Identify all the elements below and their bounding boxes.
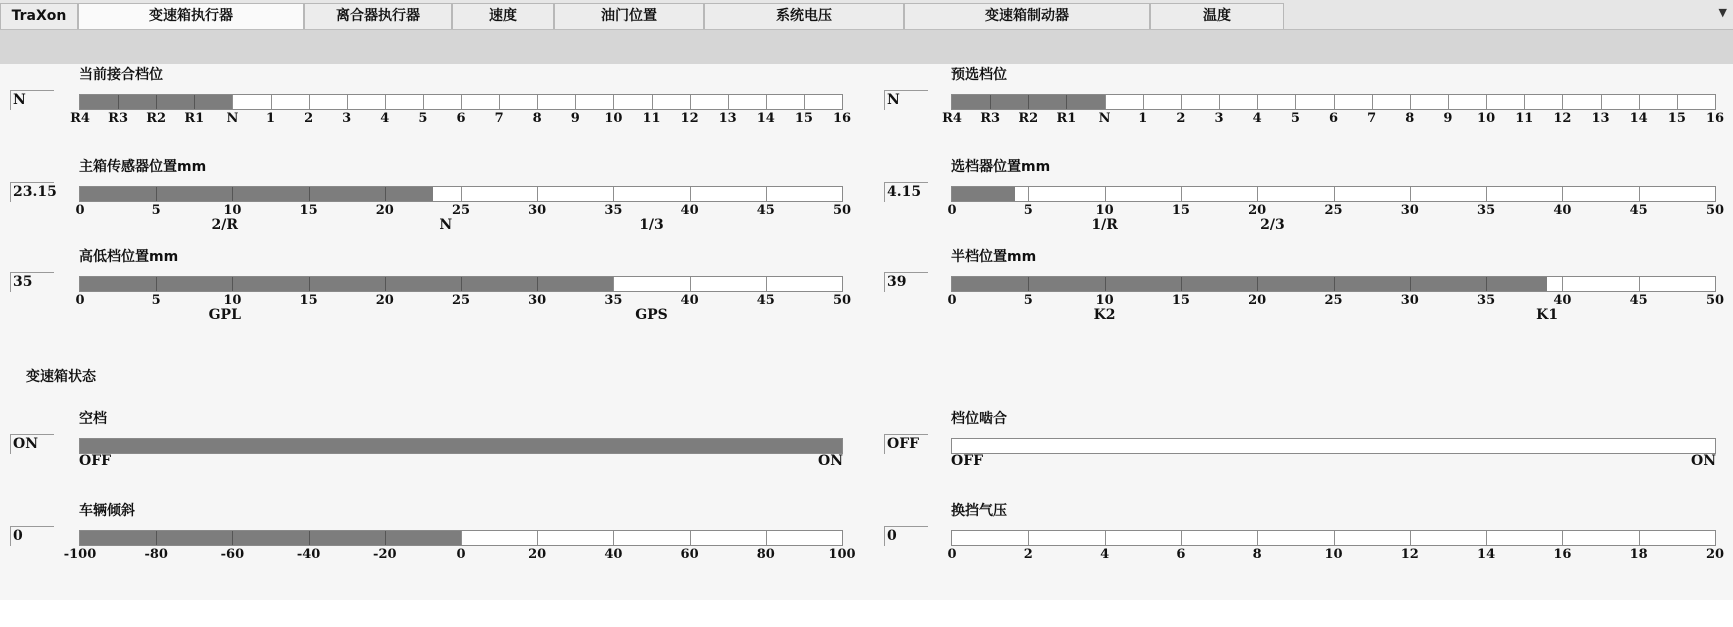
gauge-tick-label: 11: [1515, 111, 1534, 126]
gauge-tick-label: N: [226, 111, 239, 126]
gauge-position-marker: 2/R: [211, 217, 239, 233]
gauge-position-marker: K1: [1536, 307, 1559, 323]
gauge-divider: [766, 277, 767, 291]
gauge-value: 35: [10, 272, 54, 292]
gauge-tick-label: 25: [1324, 203, 1343, 218]
gauge-title: 预选档位: [951, 67, 1007, 83]
gauge-divider: [1257, 187, 1258, 201]
gauge-tick-label: 50: [1705, 203, 1725, 218]
gauge-divider: [537, 187, 538, 201]
gauge-title: 当前接合档位: [79, 67, 163, 83]
gauge-divider: [1257, 531, 1258, 545]
gauge-tick-label: 5: [151, 203, 161, 218]
gauge-value: 4.15: [884, 182, 928, 202]
gauge-fill: [80, 439, 842, 453]
gauge-divider: [690, 95, 691, 109]
gauge-tick-label: 35: [604, 293, 623, 308]
gauge-tick-label: 9: [570, 111, 580, 126]
gauge-tick-label: 8: [532, 111, 542, 126]
gauge-value: N: [10, 90, 54, 110]
gauge-tick-label: 25: [451, 203, 471, 218]
gauge-title: 半档位置mm: [951, 249, 1037, 265]
gauge-tick-label: 2: [1023, 547, 1033, 562]
gauge-tick-label: 18: [1629, 547, 1648, 562]
gauge-divider: [232, 531, 233, 545]
gauge-divider: [1410, 95, 1411, 109]
gauge-tick-label: 13: [1591, 111, 1610, 126]
gauge-tick-label: R1: [1056, 111, 1077, 126]
gauge-divider: [652, 95, 653, 109]
gauge-divider: [575, 95, 576, 109]
gauge-divider: [1334, 187, 1335, 201]
gauge-bar: [951, 438, 1716, 454]
gauge-tick-label: 5: [1290, 111, 1300, 126]
gauge-divider: [728, 95, 729, 109]
gauge-tick-label: 20: [375, 293, 394, 308]
dropdown-arrow-icon[interactable]: ▼: [1718, 6, 1727, 19]
gauge-tick-label: 6: [1176, 547, 1186, 562]
gauge-position-marker: K2: [1093, 307, 1116, 323]
gauge-value: 39: [884, 272, 928, 292]
gauge-tick-label: 30: [528, 203, 547, 218]
gauge-title: 换挡气压: [951, 503, 1007, 519]
gauge-divider: [1105, 187, 1106, 201]
gauge-tick-label: 60: [680, 547, 699, 562]
gauge-divider: [156, 277, 157, 291]
gauge-divider: [309, 277, 310, 291]
gauge-tick-label: R3: [980, 111, 1001, 126]
gauge-tick-label: 0: [456, 547, 466, 562]
gauge-tick-label: 6: [456, 111, 466, 126]
gauge-divider: [1410, 531, 1411, 545]
gauge-tick-label: 15: [1171, 203, 1190, 218]
gauge-tick-label: 40: [680, 293, 699, 308]
gauge-tick-label: 30: [1400, 293, 1419, 308]
tab-speed[interactable]: 速度: [452, 3, 554, 29]
gauge-tick-label: 12: [1400, 547, 1419, 562]
gauge-tick-label: 12: [680, 111, 699, 126]
gauge-tick-label: -60: [220, 547, 245, 562]
gauge-divider: [1486, 277, 1487, 291]
toolbar-strip: [0, 30, 1733, 64]
gauge-tick-label: 40: [604, 547, 623, 562]
gauge-tick-label: 20: [1705, 547, 1725, 562]
gauge-divider: [309, 531, 310, 545]
gauge-divider: [1181, 531, 1182, 545]
gauge-tick-label: 4: [1100, 547, 1110, 562]
gauge-value: 0: [10, 526, 54, 546]
gauge-tick-label: 10: [1095, 293, 1114, 308]
gauge-off-label: OFF: [79, 453, 112, 469]
gauge-divider: [1372, 95, 1373, 109]
gauge-tick-label: 13: [718, 111, 737, 126]
gauge-tick-label: 50: [832, 203, 852, 218]
gauge-tick-label: 40: [1553, 203, 1572, 218]
gauge-tick-label: 12: [1553, 111, 1572, 126]
gauge-bar: [951, 530, 1716, 546]
gauge-tick-label: 80: [756, 547, 775, 562]
gauge-divider: [690, 531, 691, 545]
gauge-tick-label: 45: [756, 293, 775, 308]
gauge-bar: [79, 438, 843, 454]
gauge-divider: [1028, 277, 1029, 291]
gauge-divider: [1562, 95, 1563, 109]
gauge-tick-label: 0: [947, 547, 957, 562]
gauge-tick-label: 6: [1328, 111, 1339, 126]
gauge-tick-label: 3: [342, 111, 352, 126]
gauge-tick-label: 30: [528, 293, 547, 308]
tab-system-voltage[interactable]: 系统电压: [704, 3, 904, 29]
gauge-value: 0: [884, 526, 928, 546]
gauge-tick-label: 45: [1629, 293, 1648, 308]
gauge-fill: [80, 187, 433, 201]
gauge-bar: [79, 94, 843, 110]
gauge-tick-label: R4: [70, 111, 90, 126]
gauge-divider: [461, 277, 462, 291]
gauge-divider: [385, 277, 386, 291]
gauge-fill: [80, 531, 461, 545]
gauge-tick-label: 7: [1367, 111, 1377, 126]
gauge-tick-label: 10: [223, 293, 242, 308]
gauge-value: N: [884, 90, 928, 110]
gauge-divider: [1105, 531, 1106, 545]
gauge-divider: [499, 95, 500, 109]
gauge-divider: [990, 95, 991, 109]
gauge-divider: [461, 95, 462, 109]
gauge-divider: [461, 187, 462, 201]
status-area: [0, 600, 1733, 627]
gauge-divider: [1486, 187, 1487, 201]
gauge-divider: [385, 531, 386, 545]
gauge-divider: [1181, 277, 1182, 291]
gauge-tick-label: 1: [1138, 111, 1148, 126]
gauge-divider: [1257, 95, 1258, 109]
gauge-divider: [804, 95, 805, 109]
gauge-on-label: ON: [818, 453, 843, 469]
gauge-divider: [1448, 95, 1449, 109]
gauge-tick-label: 7: [494, 111, 504, 126]
gauge-position-marker: N: [439, 217, 453, 233]
gauge-tick-label: 16: [1705, 111, 1725, 126]
gauge-bar: [79, 276, 843, 292]
gauge-divider: [1066, 95, 1067, 109]
gauge-divider: [1410, 187, 1411, 201]
gauge-divider: [1524, 95, 1525, 109]
gauge-tick-label: 8: [1252, 547, 1262, 562]
gauge-position-marker: 1/3: [639, 217, 664, 233]
gauge-tick-label: 10: [1324, 547, 1343, 562]
gauge-divider: [1562, 531, 1563, 545]
gauge-divider: [766, 531, 767, 545]
gauge-value: ON: [10, 434, 54, 454]
gauge-tick-label: 2: [1176, 111, 1186, 126]
gauge-value: 23.15: [10, 182, 54, 202]
gauge-divider: [690, 187, 691, 201]
gauge-tick-label: 45: [756, 203, 775, 218]
gauge-off-label: OFF: [951, 453, 984, 469]
gauge-divider: [1143, 95, 1144, 109]
gauge-tick-label: 0: [75, 203, 85, 218]
gauge-tick-label: 0: [947, 293, 957, 308]
gauge-divider: [1562, 277, 1563, 291]
gauge-tick-label: 35: [1477, 203, 1496, 218]
gauge-bar: [951, 276, 1716, 292]
gauge-tick-label: 9: [1443, 111, 1453, 126]
gauge-tick-label: 10: [1095, 203, 1114, 218]
gauge-tick-label: N: [1098, 111, 1111, 126]
gauge-tick-label: 16: [1553, 547, 1572, 562]
gauge-divider: [766, 187, 767, 201]
gauge-divider: [156, 531, 157, 545]
gauge-tick-label: 10: [604, 111, 623, 126]
tab-temperature[interactable]: 温度: [1150, 3, 1284, 29]
gauge-tick-label: 40: [680, 203, 699, 218]
gauge-tick-label: 5: [1023, 203, 1033, 218]
gauge-tick-label: 20: [528, 547, 547, 562]
gauge-divider: [1181, 95, 1182, 109]
gauge-divider: [118, 95, 119, 109]
tab-transmission-actuator[interactable]: 变速箱执行器: [78, 3, 304, 29]
tab-transmission-brake[interactable]: 变速箱制动器: [904, 3, 1150, 29]
gauge-tick-label: 15: [299, 293, 318, 308]
gauge-tick-label: 0: [75, 293, 85, 308]
gauge-tick-label: 25: [451, 293, 471, 308]
gauge-divider: [194, 95, 195, 109]
gauge-tick-label: R2: [1018, 111, 1039, 126]
gauge-divider: [156, 95, 157, 109]
gauge-divider: [1486, 95, 1487, 109]
gauge-position-marker: GPL: [208, 307, 241, 323]
gauge-divider: [309, 187, 310, 201]
gauge-divider: [385, 187, 386, 201]
gauge-divider: [1639, 187, 1640, 201]
gauge-divider: [1639, 277, 1640, 291]
gauge-tick-label: 50: [1705, 293, 1725, 308]
gauge-divider: [232, 277, 233, 291]
gauge-divider: [1334, 277, 1335, 291]
gauge-tick-label: 10: [223, 203, 242, 218]
tab-traxon[interactable]: TraXon: [0, 3, 78, 29]
gauge-divider: [1562, 187, 1563, 201]
gauge-divider: [1028, 95, 1029, 109]
tab-bar: [0, 0, 1733, 30]
gauge-tick-label: 100: [828, 547, 856, 562]
gauge-bar: [951, 94, 1716, 110]
gauge-tick-label: 8: [1405, 111, 1415, 126]
gauge-title: 高低档位置mm: [79, 249, 179, 265]
gauge-divider: [613, 95, 614, 109]
gauge-tick-label: 5: [1023, 293, 1033, 308]
gauge-tick-label: R1: [184, 111, 205, 126]
gauge-divider: [1639, 531, 1640, 545]
gauge-tick-label: 16: [832, 111, 852, 126]
gauge-tick-label: 45: [1629, 203, 1648, 218]
gauge-tick-label: 1: [265, 111, 276, 126]
gauge-tick-label: 15: [1171, 293, 1190, 308]
gauge-divider: [1181, 187, 1182, 201]
gauge-tick-label: 30: [1400, 203, 1419, 218]
gauge-divider: [690, 277, 691, 291]
gauge-divider: [1486, 531, 1487, 545]
tab-throttle-position[interactable]: 油门位置: [554, 3, 704, 29]
gauge-tick-label: R2: [146, 111, 167, 126]
gauge-title: 空档: [79, 411, 107, 427]
gauge-tick-label: 2: [304, 111, 314, 126]
gauge-tick-label: 11: [642, 111, 661, 126]
transmission-status-heading: 变速箱状态: [26, 369, 96, 385]
gauge-tick-label: 25: [1324, 293, 1343, 308]
gauge-bar: [79, 186, 843, 202]
gauge-divider: [385, 95, 386, 109]
gauge-divider: [1105, 277, 1106, 291]
gauge-divider: [156, 187, 157, 201]
gauge-tick-label: 15: [794, 111, 813, 126]
gauge-divider: [309, 95, 310, 109]
gauge-divider: [271, 95, 272, 109]
gauge-position-marker: 2/3: [1260, 217, 1285, 233]
gauge-divider: [537, 95, 538, 109]
gauge-tick-label: -40: [296, 547, 321, 562]
gauge-title: 车辆倾斜: [79, 503, 135, 519]
gauge-divider: [347, 95, 348, 109]
gauge-divider: [537, 531, 538, 545]
gauge-divider: [766, 95, 767, 109]
gauge-divider: [232, 95, 233, 109]
gauge-position-marker: GPS: [635, 307, 668, 323]
gauge-divider: [1257, 277, 1258, 291]
gauge-divider: [1334, 95, 1335, 109]
gauge-title: 选档器位置mm: [951, 159, 1051, 175]
gauge-fill: [80, 277, 613, 291]
gauge-tick-label: 20: [1248, 203, 1267, 218]
gauge-tick-label: 35: [604, 203, 623, 218]
gauge-panel: [0, 64, 1733, 600]
gauge-title: 档位啮合: [951, 411, 1007, 427]
gauge-tick-label: 40: [1553, 293, 1572, 308]
gauge-divider: [613, 187, 614, 201]
gauge-title: 主箱传感器位置mm: [79, 159, 207, 175]
gauge-tick-label: 14: [1629, 111, 1648, 126]
gauge-divider: [537, 277, 538, 291]
gauge-tick-label: 4: [380, 111, 390, 126]
tab-clutch-actuator[interactable]: 离合器执行器: [304, 3, 452, 29]
gauge-tick-label: 0: [947, 203, 957, 218]
gauge-divider: [1028, 187, 1029, 201]
gauge-tick-label: 15: [299, 203, 318, 218]
gauge-tick-label: 20: [375, 203, 394, 218]
gauge-bar: [951, 186, 1716, 202]
gauge-value: OFF: [884, 434, 928, 454]
gauge-tick-label: -100: [63, 547, 97, 562]
gauge-bar: [79, 530, 843, 546]
gauge-divider: [1601, 95, 1602, 109]
gauge-tick-label: 5: [151, 293, 161, 308]
gauge-tick-label: 10: [1477, 111, 1496, 126]
gauge-tick-label: 20: [1248, 293, 1267, 308]
gauge-tick-label: 4: [1252, 111, 1262, 126]
gauge-tick-label: -20: [373, 547, 397, 562]
gauge-tick-label: 5: [418, 111, 428, 126]
gauge-divider: [613, 531, 614, 545]
gauge-fill: [952, 187, 1015, 201]
gauge-divider: [1295, 95, 1296, 109]
gauge-divider: [232, 187, 233, 201]
gauge-divider: [461, 531, 462, 545]
gauge-divider: [613, 277, 614, 291]
gauge-tick-label: 15: [1667, 111, 1686, 126]
gauge-divider: [1410, 277, 1411, 291]
gauge-tick-label: 14: [756, 111, 775, 126]
gauge-fill: [952, 277, 1547, 291]
gauge-tick-label: 50: [832, 293, 852, 308]
gauge-divider: [423, 95, 424, 109]
gauge-divider: [1639, 95, 1640, 109]
gauge-tick-label: 14: [1477, 547, 1496, 562]
gauge-position-marker: 1/R: [1091, 217, 1118, 233]
gauge-divider: [1028, 531, 1029, 545]
gauge-tick-label: R4: [942, 111, 962, 126]
gauge-on-label: ON: [1691, 453, 1716, 469]
gauge-divider: [1105, 95, 1106, 109]
gauge-tick-label: 35: [1477, 293, 1496, 308]
gauge-divider: [1677, 95, 1678, 109]
gauge-tick-label: R3: [108, 111, 129, 126]
gauge-divider: [1219, 95, 1220, 109]
gauge-divider: [1334, 531, 1335, 545]
gauge-tick-label: -80: [144, 547, 168, 562]
gauge-tick-label: 3: [1214, 111, 1224, 126]
